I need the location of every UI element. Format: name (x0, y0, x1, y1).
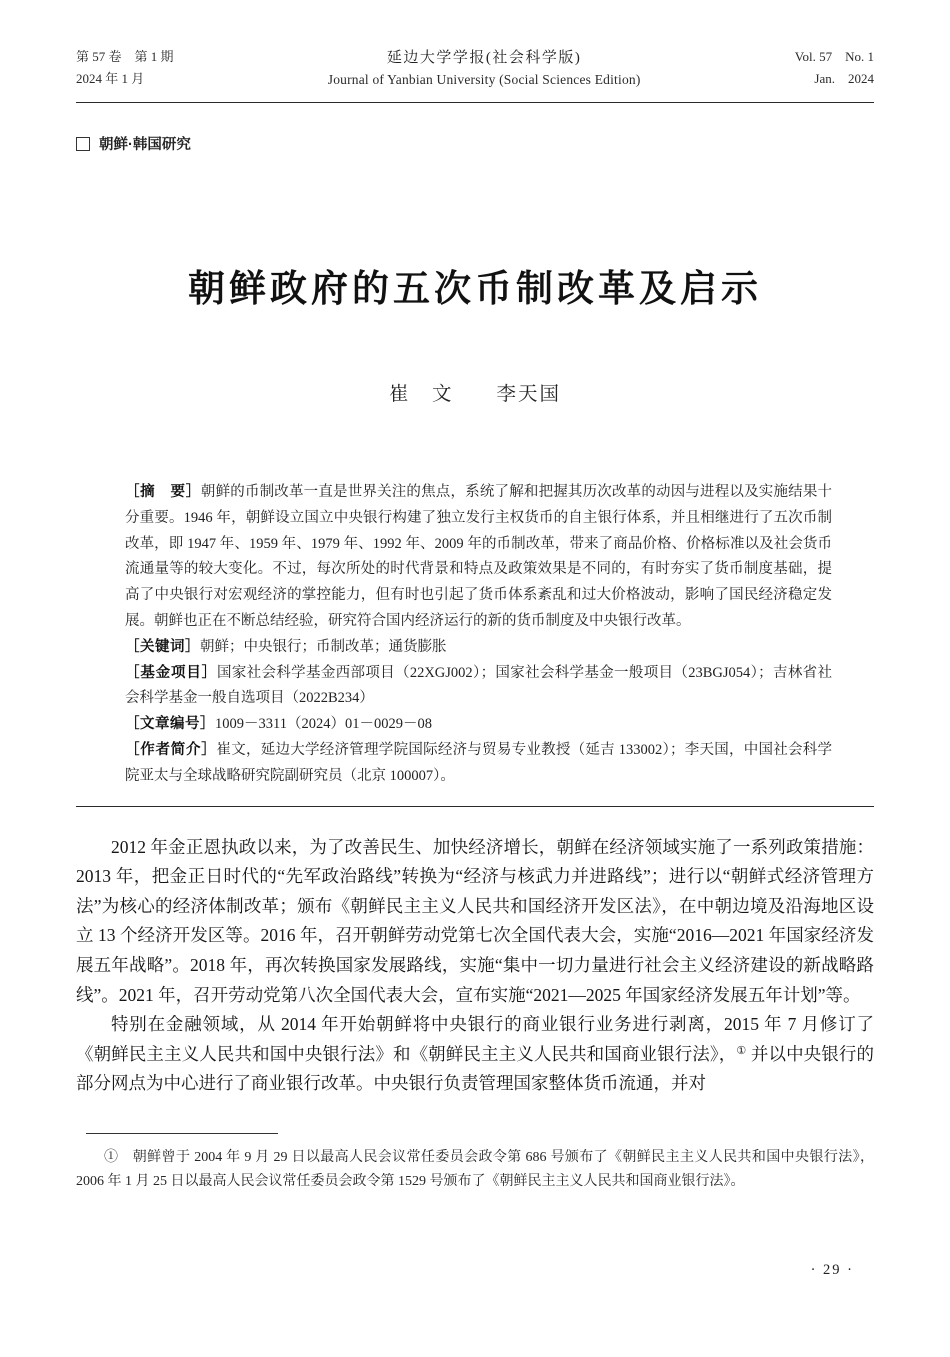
footnote-marker: ① (104, 1149, 119, 1165)
funding-label: ［基金项目］ (125, 664, 217, 681)
journal-title-en: Journal of Yanbian University (Social Sciences Edition) (327, 72, 641, 87)
abstract (125, 480, 832, 635)
paragraph-2 (76, 1010, 874, 1099)
date-en: Jan. 2024 (814, 71, 874, 86)
page-number: · 29 · (810, 1262, 854, 1278)
square-bullet-icon (76, 137, 90, 151)
footnote-reference: ① (736, 1044, 747, 1057)
footnote-separator (86, 1133, 278, 1134)
keywords-text: 朝鲜；中央银行；币制改革；通货膨胀 (200, 638, 447, 655)
author-bio-text: 崔文，延边大学经济管理学院国际经济与贸易专业教授（延吉 133002）；李天国，中国社会科学院亚太与全球战略研究院副研究员（北京 100007）。 (125, 741, 833, 784)
paragraph-2-continued: 并以中央银行的部分网点为中心进行了商业银行改革。中央银行负责管理国家整体货币流通，并对 (76, 1043, 875, 1094)
meta-body-divider (76, 806, 874, 807)
paragraph-2-text: 特别在金融领域，从 2014 年开始朝鲜将中央银行的商业银行业务进行剥离，2015 年 7 月修订了《朝鲜民主主义人民共和国中央银行法》和《朝鲜民主主义人民共和国商业银行法》， (76, 1014, 874, 1064)
header-left-block (76, 46, 174, 90)
section-label: 朝鲜·韩国研究 (99, 137, 191, 153)
abstract-label: ［摘 要］ (125, 484, 201, 500)
section-marker (76, 133, 874, 154)
article-title: 朝鲜政府的五次币制改革及启示 (188, 269, 762, 310)
funding (125, 661, 832, 713)
article-body (76, 833, 874, 1099)
footnote-text: 朝鲜曾于 2004 年 9 月 29 日以最高人民会议常任委员会政令第 686 号颁布了《朝鲜民主主义人民共和国中央银行法》，2006 年 1 月 25 日以最高人民会议常任委员会政令第 1529 号颁布了《朝鲜民主主义人民共和国商业银行法》。 (76, 1149, 874, 1190)
volume-issue-en: Vol. 57 No. 1 (794, 49, 874, 64)
author-bio (125, 738, 832, 790)
author-bio-label: ［作者简介］ (125, 741, 217, 758)
header-center-block (174, 46, 795, 88)
date-cn: 2024 年 1 月 (76, 71, 145, 86)
footnote-block (76, 1146, 874, 1195)
article-number (125, 712, 832, 738)
article-number-text: 1009－3311（2024）01－0029－08 (215, 716, 432, 733)
volume-issue-cn: 第 57 卷 第 1 期 (76, 49, 174, 64)
funding-text: 国家社会科学基金西部项目（22XGJ002）；国家社会科学基金一般项目（23BGJ054）；吉林省社会科学基金一般自选项目（2022B234） (125, 664, 832, 707)
footnote-1 (76, 1146, 874, 1195)
article-meta-block (125, 480, 832, 790)
journal-header (76, 46, 874, 103)
abstract-text: 朝鲜的币制改革一直是世界关注的焦点，系统了解和把握其历次改革的动因与进程以及实施结果十分重要。1946 年，朝鲜设立国立中央银行构建了独立发行主权货币的自主银行体系，并且相继进行了五次币制改革，即 1947 年、1959 年、1979 年、1992 年、2009 年的币制改革，带来了商品价格、价格标准以及社会货币流通量等的较大变化。不过，每次所处的时代背景和特点及政策效果是不同的，有时夯实了货币制度基础，提高了中央银行对宏观经济的掌控能力，但有时也引起了货币体系紊乱和过大价格波动，影响了国民经济稳定发展。朝鲜也正在不断总结经验，研究符合国内经济运行的新的货币制度及中央银行改革。 (125, 484, 832, 629)
header-right-block (795, 46, 874, 90)
keywords-label: ［关键词］ (125, 638, 200, 655)
article-number-label: ［文章编号］ (125, 716, 215, 733)
journal-title-cn: 延边大学学报(社会科学版) (386, 50, 582, 66)
keywords (125, 635, 832, 661)
article-authors: 崔 文 李天国 (388, 384, 561, 405)
paragraph-1: 2012 年金正恩执政以来，为了改善民生、加快经济增长，朝鲜在经济领域实施了一系列政策措施：2013 年，把金正日时代的“先军政治路线”转换为“经济与核武力并进路线”；进行以“朝鲜式经济管理方法”为核心的经济体制改革；颁布《朝鲜民主主义人民共和国经济开发区法》，在中朝边境及沿海地区设立 13 个经济开发区等。2016 年，召开朝鲜劳动党第七次全国代表大会，实施“2016—2021 年国家经济发展五年战略”。2018 年，再次转换国家发展路线，实施“集中一切力量进行社会主义经济建设的新战略路线”。2021 年，召开劳动党第八次全国代表大会，宣布实施“2021—2025 年国家经济发展五年计划”等。 (76, 836, 874, 1005)
